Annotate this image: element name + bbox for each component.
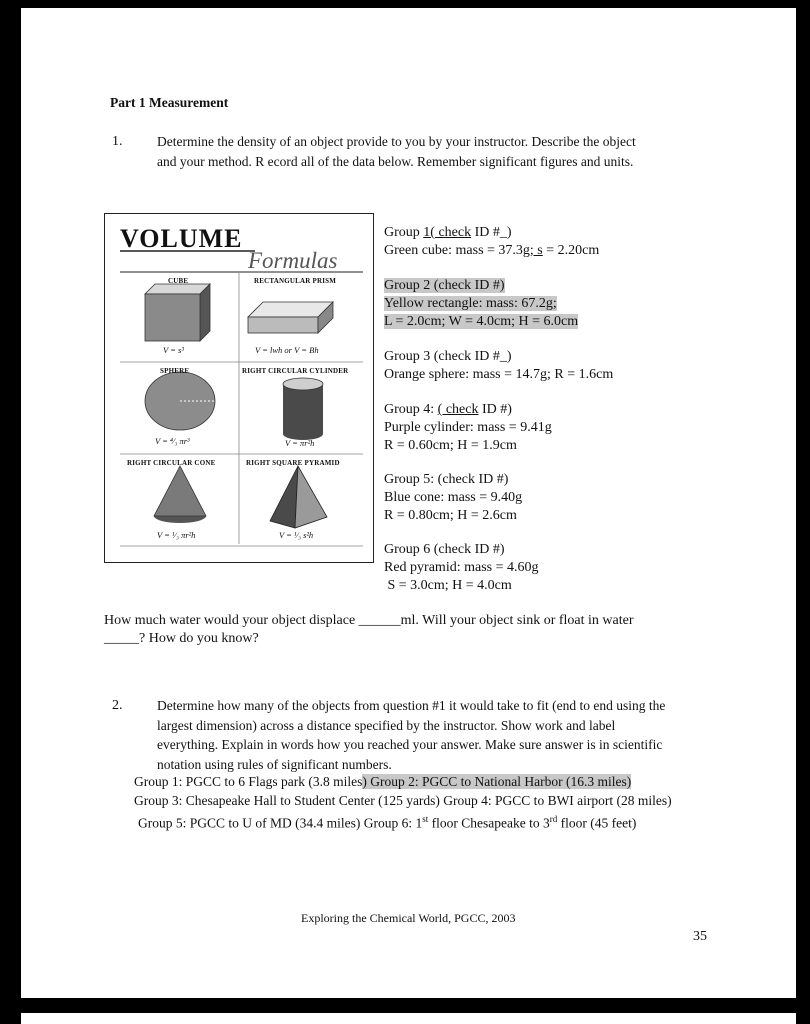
cylinder-shape <box>283 378 323 440</box>
question-1-line: and your method. R ecord all of the data below. Remember significant figures and units. <box>157 153 634 169</box>
cube-shape <box>145 284 210 341</box>
poster-label-cone: RIGHT CIRCULAR CONE <box>127 459 216 467</box>
question-2-text <box>157 696 665 774</box>
group-1-title: Group <box>384 225 424 240</box>
poster-title: VOLUME <box>120 224 243 253</box>
poster-shapes <box>105 214 373 562</box>
question-2-line: everything. Explain in words how you reached your answer. Make sure answer is in scientific <box>157 737 663 752</box>
group-4-title: Group 4: <box>384 402 438 417</box>
poster-formula-cube: V = s³ <box>163 345 184 355</box>
group-5-block <box>384 471 522 525</box>
question-1-text <box>157 132 636 171</box>
group-4-title-underlined: ( check <box>437 402 479 417</box>
question-2-line: largest dimension) across a distance specified by the instructor. Show work and label <box>157 717 616 733</box>
distance-group-1: Group 1: PGCC to 6 Flags park (3.8 miles <box>134 774 363 789</box>
distance-line-1 <box>134 772 631 792</box>
poster-formula-pyramid: V = ¹⁄₃ s²h <box>279 530 314 540</box>
displacement-question <box>104 612 634 648</box>
group-6-dimensions: S = 3.0cm; H = 4.0cm <box>384 578 512 593</box>
distance-group-2: ) Group 2: PGCC to National Harbor (16.3 miles) <box>362 774 632 789</box>
group-1-title-underlined: 1( check <box>423 225 472 240</box>
volume-formulas-poster <box>104 213 374 563</box>
group-4-dimensions: R = 0.60cm; H = 1.9cm <box>384 438 517 453</box>
poster-subtitle: Formulas <box>248 248 338 273</box>
distance-line-3 <box>138 810 636 833</box>
question-2-number: 2. <box>112 698 123 713</box>
poster-formula-cylinder: V = πr²h <box>285 438 315 448</box>
poster-label-pyramid: RIGHT SQUARE PYRAMID <box>246 459 340 467</box>
distance-group-5: Group 5: PGCC to U of MD (34.4 miles) Group 6: 1 <box>138 815 423 831</box>
group-1-block <box>384 224 599 260</box>
poster-formula-sphere: V = ⁴⁄₃ πr³ <box>155 436 190 446</box>
next-page-edge <box>21 1013 796 1024</box>
group-6-block <box>384 541 539 595</box>
group-3-block <box>384 348 613 384</box>
cone-shape <box>154 466 206 523</box>
group-6-title: Group 6 (check ID #) <box>384 542 505 557</box>
question-1-line: Determine the density of an object provide to you by your instructor. Describe the object <box>157 134 636 149</box>
displacement-line: How much water would your object displace ______ml. Will your object sink or float in water <box>104 613 634 628</box>
poster-formula-cone: V = ¹⁄₃ πr²h <box>157 530 196 540</box>
ordinal-suffix: rd <box>549 814 558 824</box>
poster-label-rectangular-prism: RECTANGULAR PRISM <box>254 277 337 285</box>
poster-label-cube: CUBE <box>168 277 189 285</box>
group-6-data: Red pyramid: mass = 4.60g <box>384 560 539 575</box>
group-2-dimensions: L = 2.0cm; W = 4.0cm; H = 6.0cm <box>384 314 579 329</box>
group-1-title-end: ID #_) <box>471 225 512 240</box>
question-2-line: notation using rules of significant numbers. <box>157 756 392 772</box>
group-2-block <box>384 277 578 331</box>
distance-group-6-end: floor (45 feet) <box>557 815 637 831</box>
group-5-dimensions: R = 0.80cm; H = 2.6cm <box>384 508 517 523</box>
pyramid-shape <box>270 466 327 528</box>
group-1-data-end: = 2.20cm <box>542 243 600 258</box>
displacement-line: _____? How do you know? <box>104 631 259 646</box>
question-1-number: 1. <box>112 134 123 149</box>
poster-formula-rectangular-prism: V = lwh or V = Bh <box>255 345 319 355</box>
part-title: Part 1 Measurement <box>110 95 229 110</box>
group-3-data: Orange sphere: mass = 14.7g; R = 1.6cm <box>384 367 614 382</box>
group-1-data: Green cube: mass = 37.3 <box>384 243 523 258</box>
question-2-line: Determine how many of the objects from question #1 it would take to fit (end to end using the <box>157 698 666 713</box>
group-2-title: Group 2 (check ID #) <box>384 278 505 293</box>
poster-label-cylinder: RIGHT CIRCULAR CYLINDER <box>242 367 349 375</box>
group-5-title: Group 5: (check ID #) <box>384 472 509 487</box>
group-1-data-underlined: g; s <box>522 243 543 258</box>
group-4-block <box>384 401 552 455</box>
group-2-data: Yellow rectangle: mass: 67.2g; <box>384 296 557 311</box>
page-number: 35 <box>693 929 707 944</box>
ordinal-suffix: st <box>422 814 429 824</box>
group-4-data: Purple cylinder: mass = 9.41g <box>384 420 552 435</box>
page-footer: Exploring the Chemical World, PGCC, 2003 <box>301 911 516 925</box>
rectangular-prism-shape <box>248 302 333 333</box>
distance-line-2: Group 3: Chesapeake Hall to Student Center (125 yards) Group 4: PGCC to BWI airport (28 miles) <box>134 793 672 808</box>
group-3-title: Group 3 (check ID #_) <box>384 349 512 364</box>
poster-label-sphere: SPHERE <box>160 367 190 375</box>
distance-group-6: floor Chesapeake to 3 <box>428 815 550 831</box>
group-5-data: Blue cone: mass = 9.40g <box>384 490 523 505</box>
group-4-title-end: ID #) <box>478 402 512 417</box>
sphere-shape <box>145 372 215 430</box>
